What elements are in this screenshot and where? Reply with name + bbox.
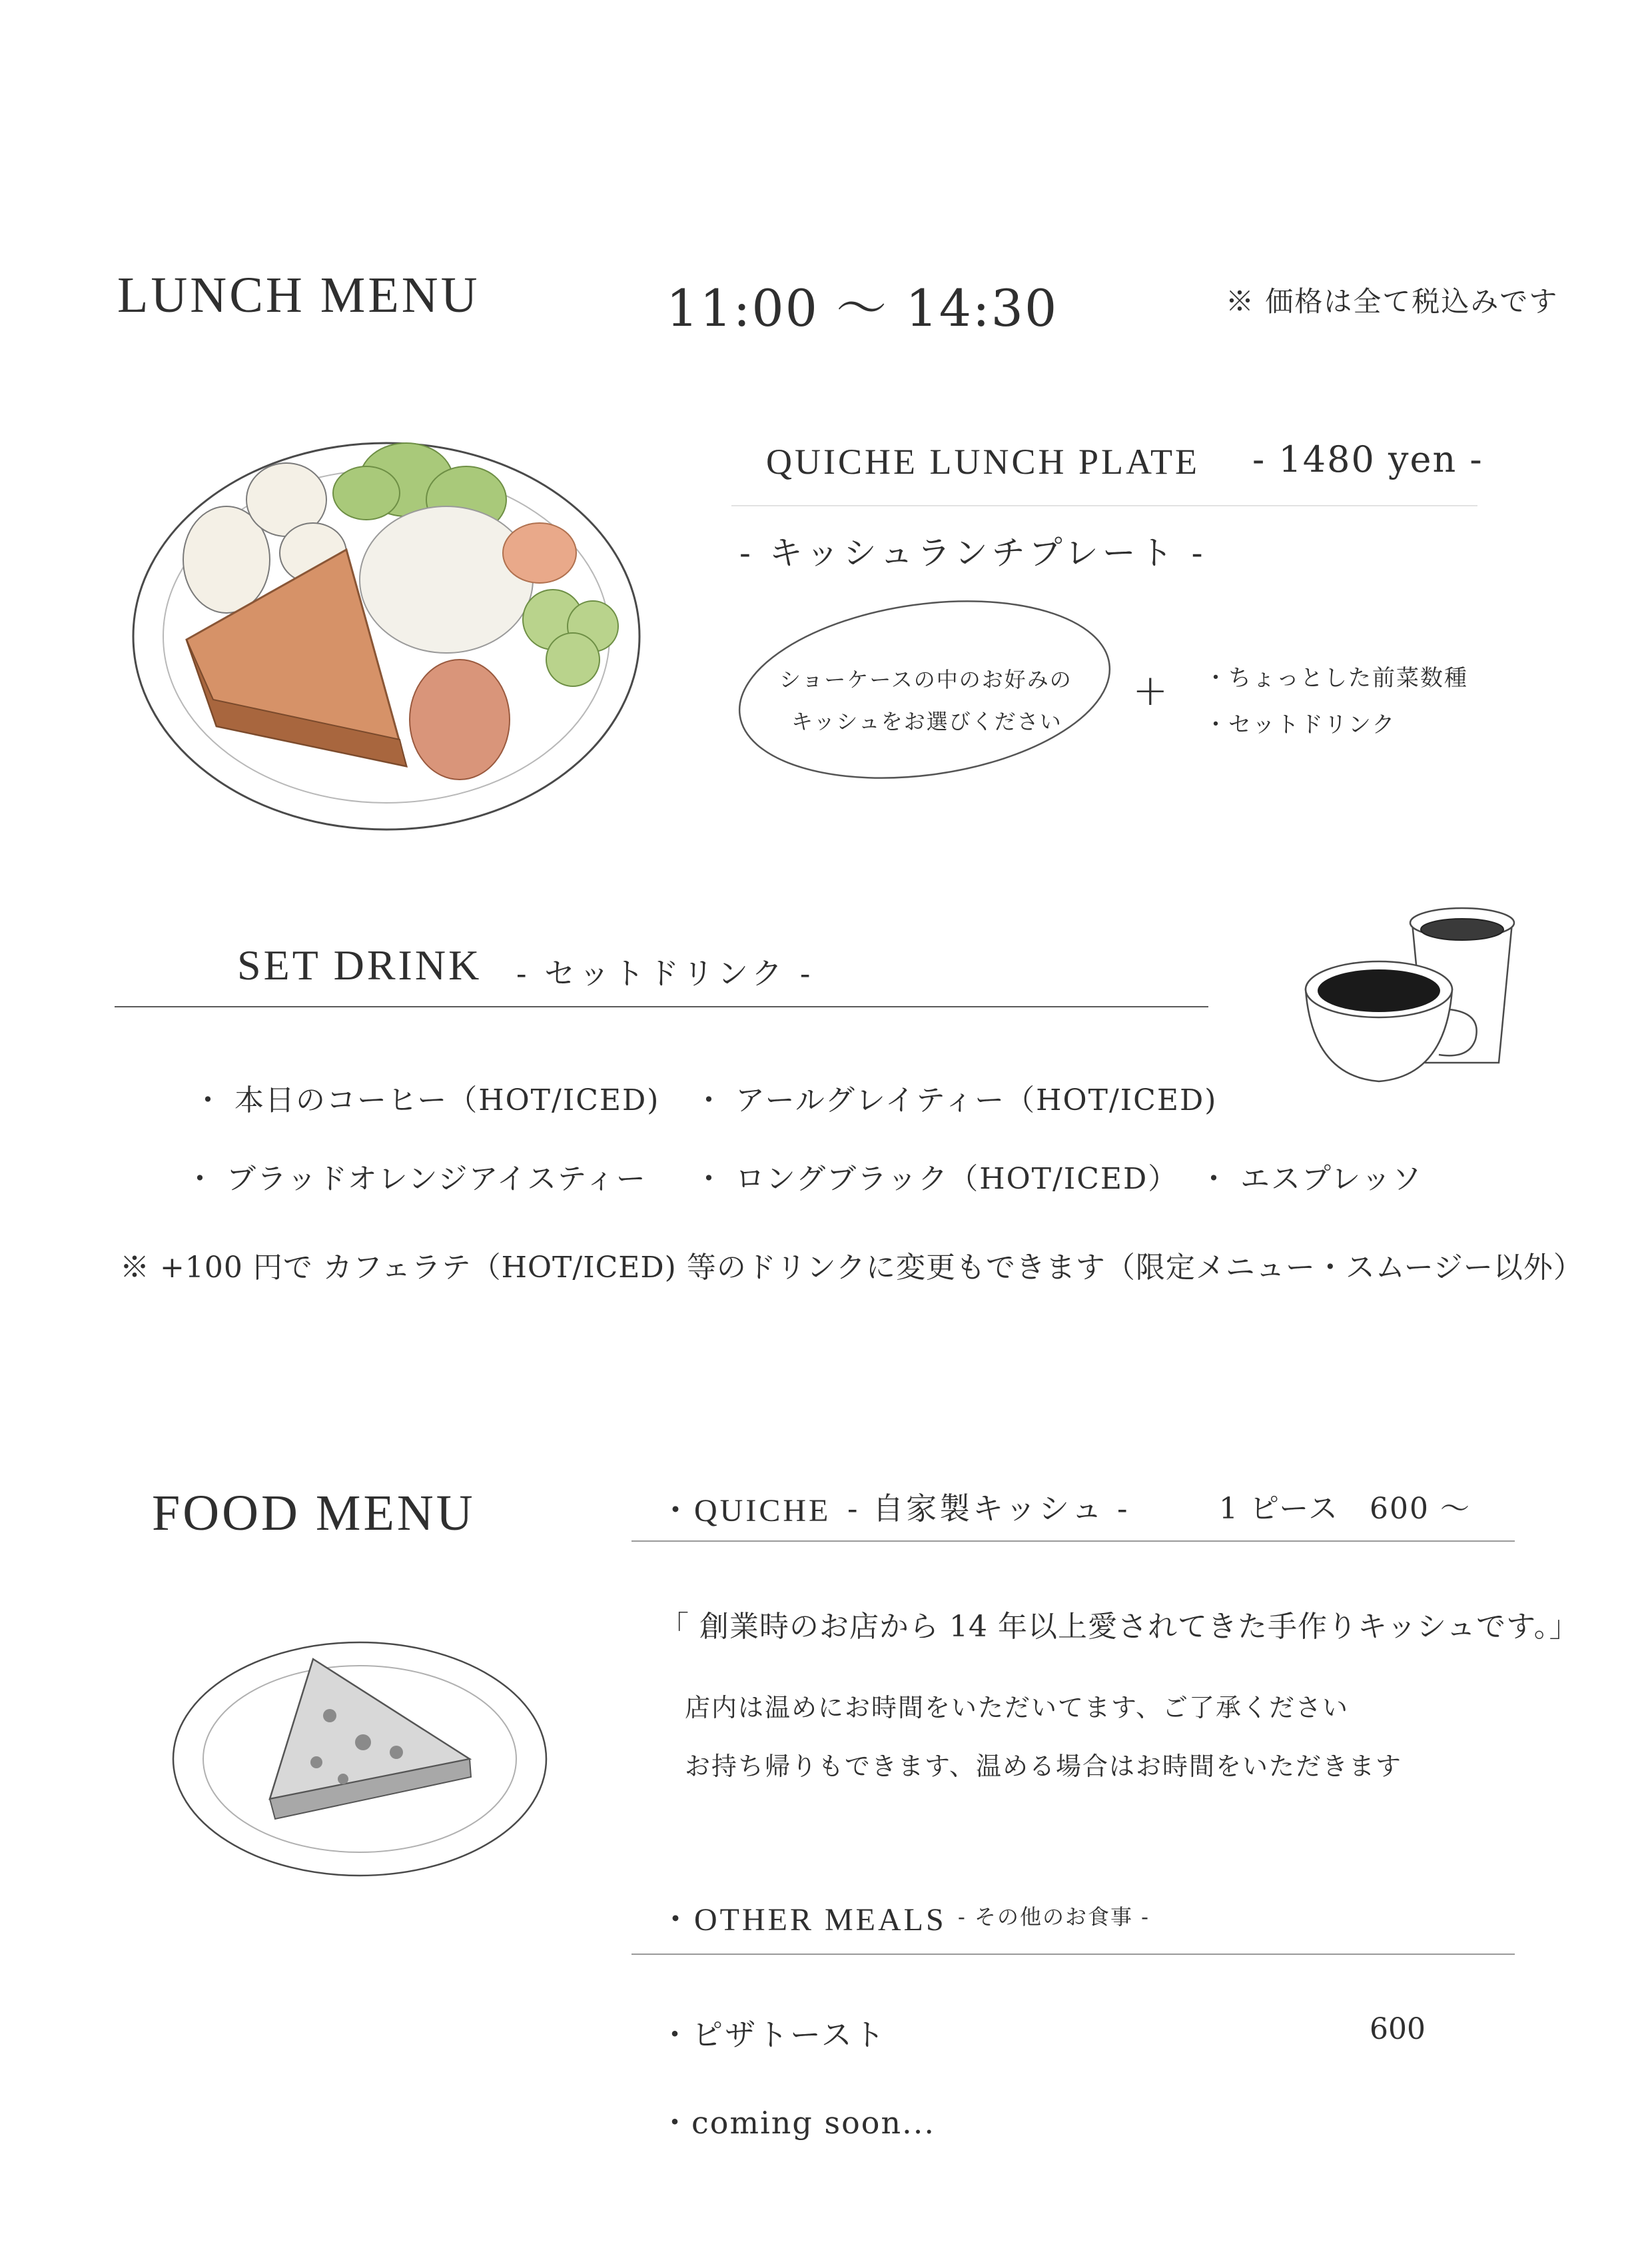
food-menu-title: FOOD MENU bbox=[152, 1485, 476, 1541]
drink-item-4: ・ ロングブラック（HOT/ICED） bbox=[694, 1162, 1179, 1196]
plate-price: - 1480 yen - bbox=[1252, 438, 1483, 480]
lunch-menu-title: LUNCH MENU bbox=[117, 267, 480, 323]
drink-change-note: ※ +100 円で カフェラテ（HOT/ICED) 等のドリンクに変更もできます（限定メニュー・スムージー以外） bbox=[120, 1251, 1583, 1285]
drink-item-3: ・ ブラッドオレンジアイスティー bbox=[185, 1162, 647, 1196]
other-meals-subheading: - その他のお食事 - bbox=[958, 1904, 1150, 1930]
drink-item-2: ・ アールグレイティー（HOT/ICED) bbox=[694, 1083, 1218, 1117]
other-meals-heading: ・OTHER MEALS bbox=[659, 1902, 947, 1938]
menu-item-coming-soon: ・coming soon... bbox=[659, 2105, 935, 2141]
quiche-heading: ・QUICHE bbox=[659, 1493, 831, 1528]
other-meals-divider bbox=[631, 1954, 1515, 1955]
menu-item-pizza-toast-price: 600 bbox=[1370, 2012, 1426, 2046]
coffee-illustration bbox=[1299, 903, 1525, 1096]
drink-item-1: ・ 本日のコーヒー（HOT/ICED) bbox=[193, 1083, 660, 1117]
choice-line-2: キッシュをお選びください bbox=[791, 709, 1062, 734]
quiche-quote: 「 創業時のお店から 14 年以上愛されてきた手作りキッシュです。」 bbox=[659, 1610, 1579, 1644]
quiche-note-1: 店内は温めにお時間をいただいてます、ご了承ください bbox=[685, 1693, 1349, 1722]
lunch-plate-illustration bbox=[127, 426, 646, 840]
quiche-subheading: - 自家製キッシュ - bbox=[847, 1490, 1130, 1526]
quiche-note-2: お持ち帰りもできます、温める場合はお時間をいただきます bbox=[685, 1752, 1402, 1781]
plate-divider bbox=[731, 505, 1477, 506]
quiche-divider bbox=[631, 1540, 1515, 1542]
plate-name-jp: - キッシュランチプレート - bbox=[739, 534, 1207, 572]
include-item-1: ・ちょっとした前菜数種 bbox=[1204, 665, 1468, 692]
plate-name: QUICHE LUNCH PLATE bbox=[766, 442, 1200, 482]
plus-sign: + bbox=[1132, 666, 1168, 716]
lunch-hours: 11:00 〜 14:30 bbox=[666, 279, 1058, 338]
drink-item-5: ・ エスプレッソ bbox=[1199, 1162, 1423, 1196]
quiche-plate-illustration bbox=[170, 1636, 550, 1882]
set-drink-subtitle: - セットドリンク - bbox=[516, 955, 815, 991]
quiche-price: 1 ピース 600 〜 bbox=[1219, 1492, 1471, 1526]
menu-item-pizza-toast: ・ピザトースト bbox=[659, 2017, 887, 2053]
set-drink-title: SET DRINK bbox=[237, 941, 482, 989]
tax-note: ※ 価格は全て税込みです bbox=[1226, 285, 1559, 318]
include-item-2: ・セットドリンク bbox=[1204, 712, 1396, 738]
choice-line-1: ショーケースの中のお好みの bbox=[779, 667, 1072, 692]
set-drink-divider bbox=[115, 1006, 1208, 1007]
